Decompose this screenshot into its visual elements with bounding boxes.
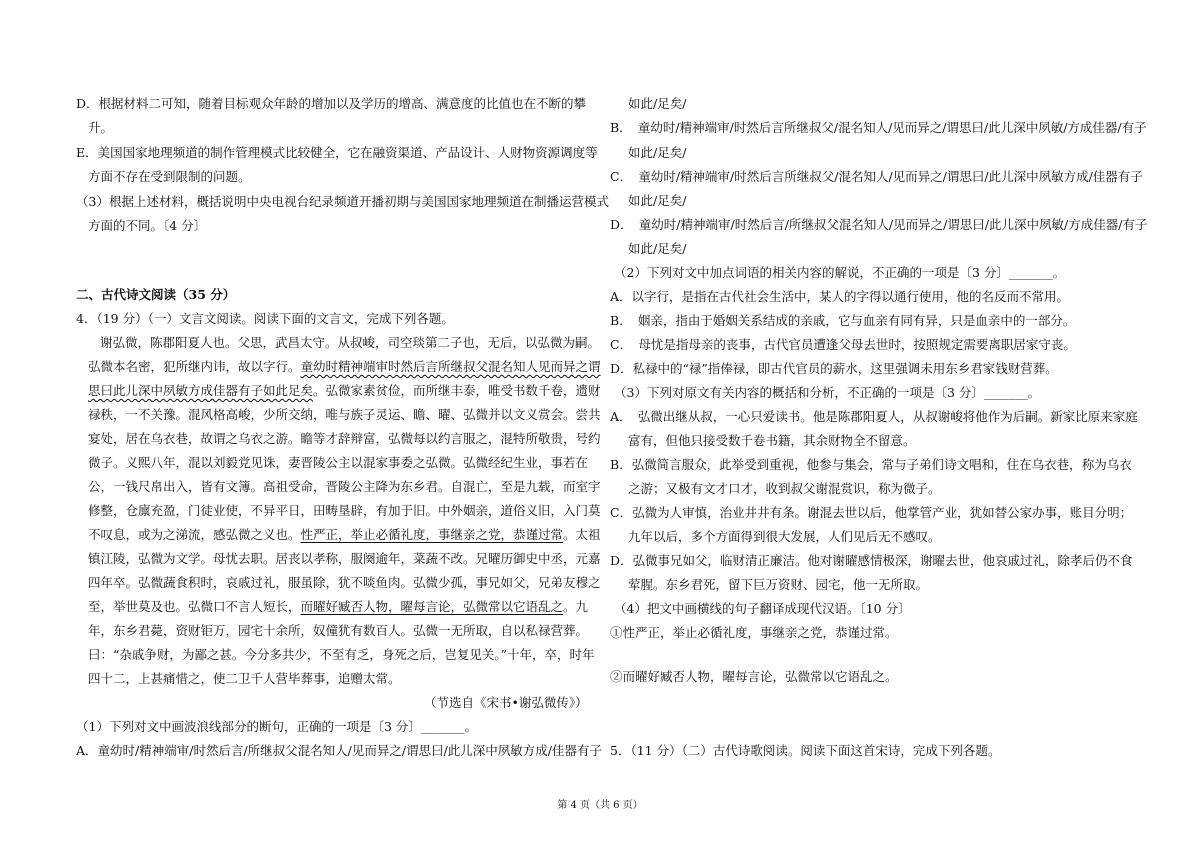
passage-line: 宴处，居在乌衣巷，故谓之乌衣之游。瞻等才辞辩富，弘微每以约言服之，混特所敬贵，号约 [88,431,601,446]
passage-text: 不叹息，或为之涕流，感弘微之义也。 [88,527,301,542]
question-2-option-a: A．以字行，是指在古代社会生活中，某人的字得以通行使用，他的名反而不常用。 [610,289,1070,304]
passage-line [88,359,601,375]
option-e-line1: E．美国国家地理频道的制作管理模式比较健全，它在融资渠道、产品设计、人财物资源调度等 [76,145,598,160]
passage-line: 微子。义熙八年，混以刘毅党见诛，妻晋陵公主以混家事委之弘微。弘微经纪生业，事若在 [88,455,589,470]
option-d-line1: D． 童幼时/精神端审/时然后言/所继叔父混名知人/见而异之/谓思曰/此儿深中夙敏/方成佳器/有子 [610,217,1148,232]
passage-line: 年，东乡君薨，资财钜万，园宅十余所，奴僮犹有数百人。弘微一无所取，自以私禄营葬。 [88,623,589,638]
passage-line [88,527,601,543]
translation-item-2: ②而曜好臧否人物，曜每言论，弘微常以它语乱之。 [610,669,898,684]
question-3-option-a-line1: A． 弘微出继从叔，一心只爱读书。他是陈郡阳夏人，从叔谢峻将他作为后嗣。新家比原来家庭 [610,409,1138,424]
question-4: （4）把文中画横线的句子翻译成现代汉语。〔10 分〕 [614,601,911,616]
option-c-line2: 如此/足矣/ [628,193,687,208]
passage-line: 四年卒。弘微蔬食积时，哀戚过礼，服虽除，犹不啖鱼肉。弘微少孤，事兄如父，兄弟友穆之 [88,575,601,590]
section-title: 二、古代诗文阅读（35 分） [76,287,236,302]
question-3-option-a-line2: 富有，但他只接受数千卷书籍，其余财物全不留意。 [628,433,916,448]
option-b-line1: B． 童幼时/精神端审/时然后言所继叔父/混名知人/见而异之/谓思曰/此儿深中夙敏/方成佳器/有子 [610,120,1147,135]
option-a: A．童幼时/精神端审/时然后言/所继叔父混名知人/见而异之/谓思曰/此儿深中夙敏方成/佳器有子 [76,743,603,758]
question-2-option-c: C． 母忧是指母亲的丧事，古代官员遭逢父母去世时，按照规定需要离职居家守丧。 [610,337,1076,352]
option-a-continued: 如此/足矣/ [628,96,687,111]
question-1: （1）下列对文中画波浪线部分的断句，正确的一项是〔3 分〕_______。 [76,719,478,734]
passage-line: 曰：“杂戚争财，为鄙之甚。今分多共少，不至有乏，身死之后，岂复见关。”十年，卒，时年 [88,647,595,662]
passage-text: 。弘微家素贫俭，而所继丰泰，唯受书数千卷，遗财 [313,383,601,398]
passage-text: 弘微本名密，犯所继内讳，故以字行。 [88,359,301,374]
option-d-line1: D．根据材料二可知，随着目标观众年龄的增加以及学历的增高、满意度的比值也在不断的攀 [76,96,587,111]
wavy-underlined-text: 思曰此儿深中夙敏方成佳器有子如此足矣 [88,383,314,398]
option-c-line1: C． 童幼时/精神端审/时然后言所继叔父/混名知人/见而异之/谓思曰/此儿深中夙敏方成/佳器有子 [610,169,1143,184]
question-2-option-b: B． 姻亲，指由于婚姻关系结成的亲戚，它与血亲有同有异，只是血亲中的一部分。 [610,313,1076,328]
passage-line: 公，一钱尺帛出入，皆有文簿。高祖受命，晋陵公主降为东乡君。自混亡，至是九载，而室宇 [88,479,601,494]
page-footer: 第 4 页（共 6 页） [557,800,643,811]
question-3-line1: （3）根据上述材料，概括说明中央电视台纪录频道开播初期与美国国家地理频道在制播运营模式 [76,194,609,209]
passage-text: 。太祖 [563,527,601,542]
translation-item-1: ①性严正，举止必循礼度，事继亲之党，恭谨过常。 [610,625,898,640]
question-2-option-d: D．私禄中的“禄”指俸禄，即古代官员的薪水，这里强调未用东乡君家钱财营葬。 [610,361,1058,376]
passage-text: 至，举世莫及也。弘微口不言人短长， [88,599,301,614]
question-2: （2）下列对文中加点词语的相关内容的解说，不正确的一项是〔3 分〕_______。 [614,265,1066,280]
question-3-option-d-line1: D．弘微事兄如父，临财清正廉洁。他对谢曜感情极深，谢曜去世，他哀戚过礼，除孝后仍不食 [610,553,1133,568]
question-3-option-d-line2: 荤腥。东乡君死，留下巨万资财、园宅，他一无所取。 [628,577,929,592]
passage-source: （节选自《宋书•谢弘微传》） [424,695,588,710]
question-3-option-c-line2: 九年以后，多个方面得到很大发展，人们见后无不感叹。 [628,529,941,544]
passage-line [88,383,601,399]
question-3-option-b-line1: B．弘微简言服众，此举受到重视，他参与集会，常与子弟们诗文唱和，住在乌衣巷，称为乌衣 [610,457,1132,472]
passage-line: 修整，仓廪充盈，门徒业使，不异平日，田畴垦辟，有加于旧。中外姻亲，道俗义旧，入门莫 [88,503,601,518]
wavy-underlined-text: 童幼时精神端审时然后言所继叔父混名知人见而异之谓 [300,359,601,374]
passage-line [88,599,588,615]
question-3-line2: 方面的不同。〔4 分〕 [88,218,207,233]
question-3-option-b-line2: 之游；又极有文才口才，收到叔父谢混赏识，称为微子。 [628,481,941,496]
question-3: （3）下列对原文有关内容的概括和分析，不正确的一项是〔3 分〕_______。 [614,385,1041,400]
question-3-option-c-line1: C．弘微为人审慎，治业井井有条。谢混去世以后，他掌管产业，犹如替公家办事，账目分明； [610,505,1133,520]
question-4-intro: 4．（19 分）（一）文言文阅读。阅读下面的文言文，完成下列各题。 [76,311,454,326]
option-e-line2: 方面不存在受到限制的问题。 [88,169,251,184]
passage-line: 四十二，上甚痛惜之，使二卫千人营毕葬事，追赠太常。 [88,671,401,686]
question-5: 5．（11 分）（二）古代诗歌阅读。阅读下面这首宋诗，完成下列各题。 [610,743,1001,758]
option-b-line2: 如此/足矣/ [628,145,687,160]
option-d-line2: 如此/足矣/ [628,241,687,256]
option-d-line2: 升。 [88,120,114,135]
passage-line: 禄秩，一不关豫。混风格高峻，少所交纳，唯与族子灵运、瞻、曜、弘微并以文义赏会。尝共 [88,407,601,422]
underlined-sentence-2: 而曜好臧否人物，曜每言论，弘微常以它语乱之 [300,599,564,614]
underlined-sentence-1: 性严正，举止必循礼度，事继亲之党，恭谨过常 [300,527,564,542]
passage-text: 。九 [563,599,589,614]
passage-line: 镇江陵，弘微为文学。母忧去职。居丧以孝称，服阕逾年，菜蔬不改。兄曜历御史中丞，元嘉 [88,551,601,566]
passage-line: 谢弘微，陈郡阳夏人也。父思，武昌太守。从叔峻，司空琰第二子也，无后，以弘微为嗣。 [100,335,601,350]
